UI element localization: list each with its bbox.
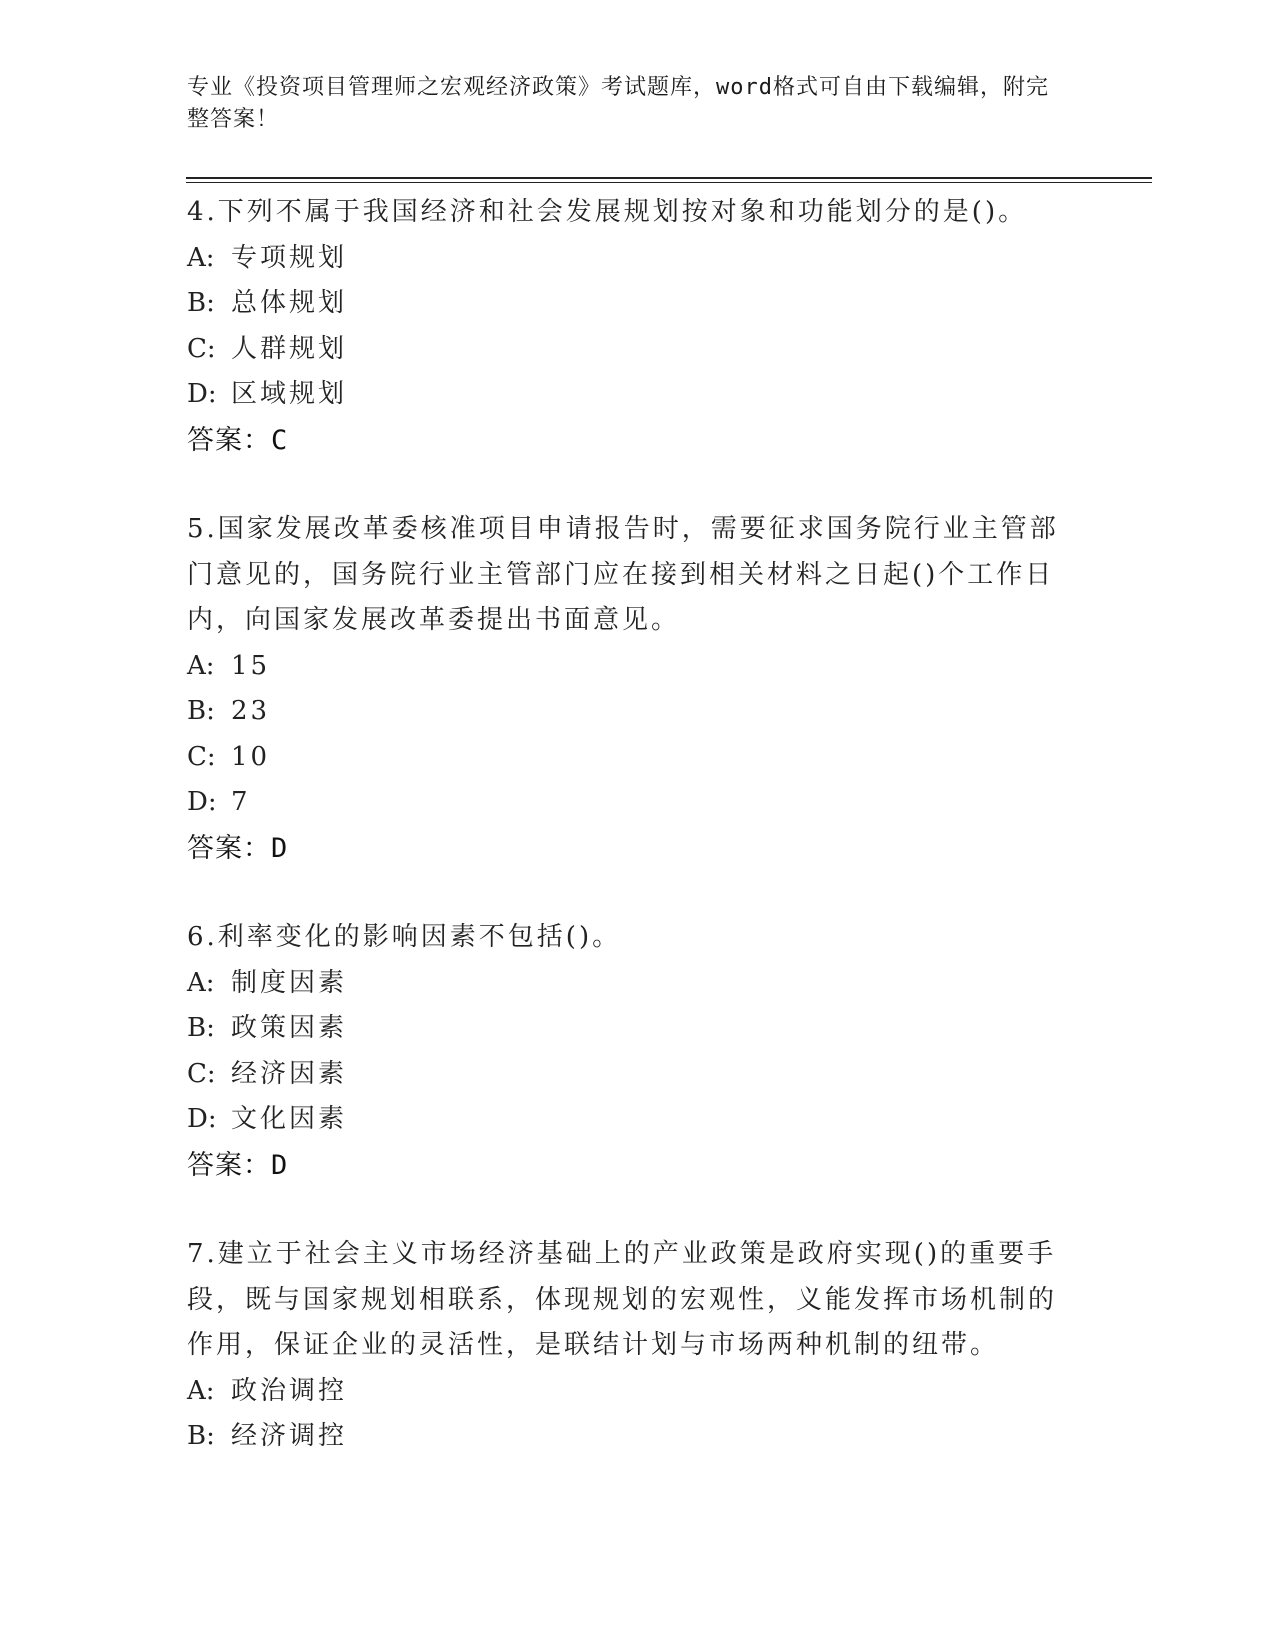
question-stem: 4.下列不属于我国经济和社会发展规划按对象和功能划分的是()。 xyxy=(187,197,1028,227)
option-c xyxy=(187,327,1067,373)
option-text: 经济调控 xyxy=(231,1421,348,1451)
option-a xyxy=(187,236,1067,282)
option-key: D: xyxy=(187,1104,217,1134)
question-4 xyxy=(187,190,1067,463)
question-7 xyxy=(187,1232,1067,1460)
question-6 xyxy=(187,915,1067,1188)
option-c xyxy=(187,1052,1067,1098)
header-divider-thick xyxy=(186,177,1152,179)
option-d xyxy=(187,780,1067,826)
option-d xyxy=(187,1097,1067,1143)
option-key: A: xyxy=(187,967,215,998)
option-text: 15 xyxy=(231,650,271,681)
option-key: C: xyxy=(187,333,216,364)
option-key: D: xyxy=(187,379,217,409)
option-a xyxy=(187,1369,1067,1415)
option-text: 文化因素 xyxy=(231,1104,348,1134)
option-key: B: xyxy=(187,288,215,318)
option-b xyxy=(187,689,1067,735)
option-text: 专项规划 xyxy=(231,242,348,273)
option-text: 区域规划 xyxy=(231,379,348,409)
option-a xyxy=(187,961,1067,1007)
option-text: 7 xyxy=(231,787,251,817)
option-key: D: xyxy=(187,787,217,817)
answer-line: 答案：D xyxy=(187,1149,289,1181)
document-intro: 专业《投资项目管理师之宏观经济政策》考试题库，word格式可自由下载编辑，附完整答案！ xyxy=(187,75,1049,132)
option-key: C: xyxy=(187,1058,216,1089)
option-text: 经济因素 xyxy=(231,1058,348,1089)
option-text: 23 xyxy=(231,696,271,726)
question-5 xyxy=(187,507,1067,871)
option-key: B: xyxy=(187,696,215,726)
option-key: C: xyxy=(187,741,216,772)
option-text: 总体规划 xyxy=(231,288,348,318)
option-key: A: xyxy=(187,242,215,273)
option-text: 政策因素 xyxy=(231,1013,348,1043)
option-key: B: xyxy=(187,1013,215,1043)
option-text: 政治调控 xyxy=(231,1375,348,1406)
option-text: 10 xyxy=(231,741,271,772)
question-list xyxy=(187,190,1067,1504)
option-b xyxy=(187,281,1067,327)
option-a xyxy=(187,644,1067,690)
answer-line: 答案：C xyxy=(187,424,289,456)
option-c xyxy=(187,735,1067,781)
answer-line: 答案：D xyxy=(187,832,289,864)
option-text: 制度因素 xyxy=(231,967,348,998)
option-b xyxy=(187,1414,1067,1460)
option-key: A: xyxy=(187,1375,215,1406)
question-stem: 6.利率变化的影响因素不包括()。 xyxy=(187,922,622,952)
question-stem: 7.建立于社会主义市场经济基础上的产业政策是政府实现()的重要手段，既与国家规划相联系，体现规划的宏观性，义能发挥市场机制的作用，保证企业的灵活性，是联结计划与市场两种机制的纽带。 xyxy=(187,1239,1058,1360)
header-divider-thin xyxy=(186,182,1152,183)
option-key: A: xyxy=(187,650,215,681)
option-text: 人群规划 xyxy=(231,333,348,364)
option-b xyxy=(187,1006,1067,1052)
option-d xyxy=(187,372,1067,418)
question-stem: 5.国家发展改革委核准项目申请报告时，需要征求国务院行业主管部门意见的，国务院行业主管部门应在接到相关材料之日起()个工作日内，向国家发展改革委提出书面意见。 xyxy=(187,514,1059,635)
option-key: B: xyxy=(187,1421,215,1451)
